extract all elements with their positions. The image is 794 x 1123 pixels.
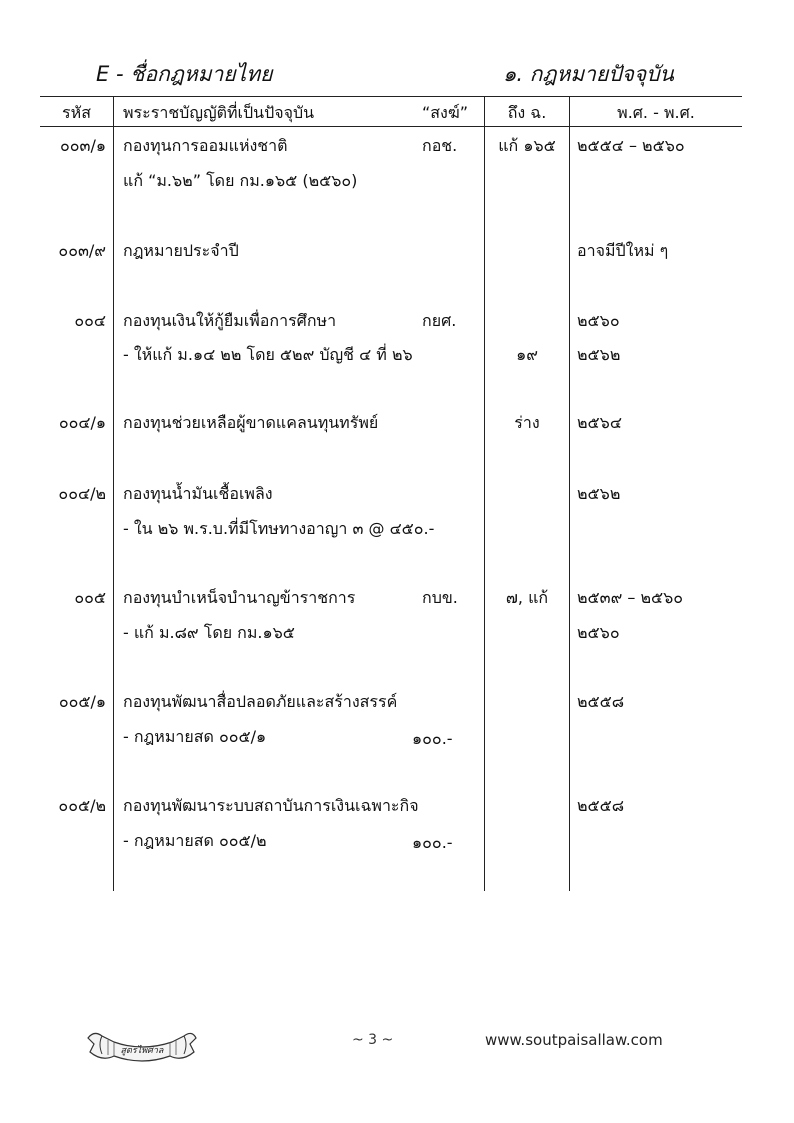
row-code: ๐๐๓/๑ xyxy=(59,136,106,155)
row-act: กองทุนช่วยเหลือผู้ขาดแคลนทุนทรัพย์ xyxy=(123,413,379,432)
page-number: ~ 3 ~ xyxy=(352,1032,394,1048)
row-act: - กฎหมายสด ๐๐๕/๒ xyxy=(123,831,267,850)
column-header-years: พ.ศ. - พ.ศ. xyxy=(617,103,695,122)
row-years: ๒๕๖๐ xyxy=(577,623,620,642)
row-agency: กอช. xyxy=(422,136,458,155)
row-to: ๗, แก้ xyxy=(505,588,549,607)
row-act: - กฎหมายสด ๐๐๕/๑ xyxy=(123,727,267,746)
column-header-to: ถึง ฉ. xyxy=(507,103,547,122)
row-code: ๐๐๓/๙ xyxy=(58,241,106,260)
document-heading-right: ๑. กฎหมายปัจจุบัน xyxy=(503,62,674,86)
row-act: กฎหมายประจำปี xyxy=(123,241,239,260)
row-act: แก้ “ม.๖๒” โดย กม.๑๖๕ (๒๕๖๐) xyxy=(123,171,358,190)
row-years: ๒๕๖๐ xyxy=(577,311,620,330)
publisher-logo xyxy=(84,1022,200,1068)
row-code: ๐๐๔/๑ xyxy=(58,413,106,432)
column-header-act: พระราชบัญญัติที่เป็นปัจจุบัน xyxy=(123,103,315,122)
row-years: ๒๕๖๒ xyxy=(577,345,621,364)
row-act: กองทุนการออมแห่งชาติ xyxy=(123,136,288,155)
row-years: ๒๕๖๒ xyxy=(577,484,621,503)
row-act: - แก้ ม.๘๙ โดย กม.๑๖๕ xyxy=(123,623,295,642)
row-code: ๐๐๕/๒ xyxy=(58,796,106,815)
row-agency: ๑๐๐.- xyxy=(412,833,453,852)
column-divider-1 xyxy=(113,96,114,891)
row-to: แก้ ๑๖๕ xyxy=(498,136,556,155)
column-divider-3 xyxy=(569,96,570,891)
row-years: อาจมีปีใหม่ ๆ xyxy=(577,241,669,260)
website-link[interactable]: www.soutpaisallaw.com xyxy=(485,1031,663,1049)
row-act: กองทุนพัฒนาสื่อปลอดภัยและสร้างสรรค์ xyxy=(123,692,398,711)
table-header-rule xyxy=(40,126,742,127)
row-act: กองทุนบำเหน็จบำนาญข้าราชการ xyxy=(123,588,356,607)
column-divider-2 xyxy=(484,96,485,891)
row-agency: กบข. xyxy=(422,588,458,607)
row-years: ๒๕๕๘ xyxy=(577,692,625,711)
row-code: ๐๐๕/๑ xyxy=(58,692,106,711)
row-act: กองทุนพัฒนาระบบสถาบันการเงินเฉพาะกิจ xyxy=(123,796,419,815)
publisher-logo-text: สูตรไพศาล xyxy=(120,1046,164,1056)
row-act: - ให้แก้ ม.๑๔ ๒๒ โดย ๕๒๙ บัญชี ๔ ที่ ๒๖ xyxy=(123,345,413,364)
row-act: กองทุนเงินให้กู้ยืมเพื่อการศึกษา xyxy=(123,311,337,330)
table-top-rule xyxy=(40,96,742,97)
row-to: ร่าง xyxy=(514,413,540,432)
row-code: ๐๐๕ xyxy=(74,588,106,607)
row-years: ๒๕๓๙ – ๒๕๖๐ xyxy=(577,588,684,607)
row-agency: กยศ. xyxy=(422,311,457,330)
row-years: ๒๕๖๔ xyxy=(577,413,622,432)
row-to: ๑๙ xyxy=(516,345,538,364)
document-heading-left: E - ชื่อกฎหมายไทย xyxy=(96,62,273,86)
row-act: กองทุนน้ำมันเชื้อเพลิง xyxy=(123,484,273,503)
row-years: ๒๕๕๔ – ๒๕๖๐ xyxy=(577,136,685,155)
row-agency: ๑๐๐.- xyxy=(412,729,453,748)
row-code: ๐๐๔/๒ xyxy=(58,484,106,503)
column-header-code: รหัส xyxy=(62,103,91,122)
column-header-agency: “สงฆ์” xyxy=(422,103,469,122)
row-years: ๒๕๕๘ xyxy=(577,796,625,815)
row-act: - ใน ๒๖ พ.ร.บ.ที่มีโทษทางอาญา ๓ @ ๔๕๐.- xyxy=(123,519,435,538)
row-code: ๐๐๔ xyxy=(74,311,106,330)
